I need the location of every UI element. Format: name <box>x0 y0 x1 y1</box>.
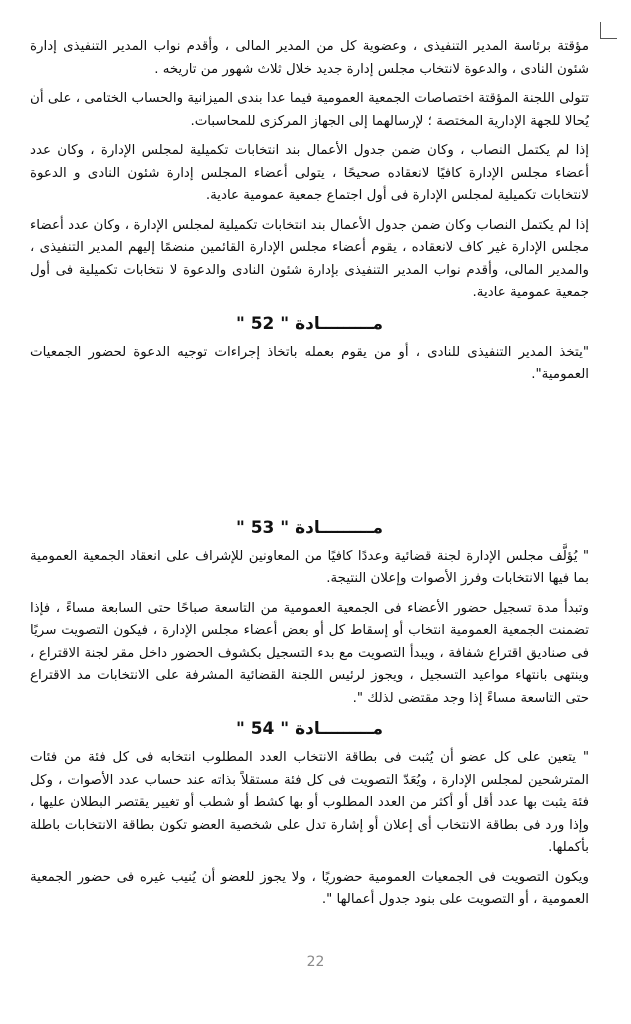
article-54-text: ويكون التصويت فى الجمعيات العمومية حضوريًا ، ولا يجوز للعضو أن يُنيب غيره فى حضور الجمعية العمومية ، أو التصويت على بنود جدول أعمالها ". <box>30 869 589 907</box>
page-number: 22 <box>306 954 325 970</box>
article-52-heading: مـــــــــادة " 52 " <box>235 313 384 334</box>
article-52-text: "يتخذ المدير التنفيذى للنادى ، أو من يقوم بعمله باتخاذ إجراءات توجيه الدعوة لحضور الجمعيات العمومية". <box>30 344 589 382</box>
article-54-heading: مـــــــــادة " 54 " <box>235 719 384 739</box>
article-53-text: " يُؤلَّف مجلس الإدارة لجنة قضائية وعددًا كافيًا من المعاونين للإشراف على انعقاد الجمعية العمومية بما فيها الانتخابات وفرز الأصوات وإعلان النتيجة. <box>30 548 589 586</box>
paragraph: مؤقتة برئاسة المدير التنفيذى ، وعضوية كل من المدير المالى ، وأقدم نواب المدير التنفيذى إدارة شئون النادى ، والدعوة لانتخاب مجلس إدارة جديد خلال ثلاث شهور من تاريخه . <box>30 39 589 77</box>
paragraph: تتولى اللجنة المؤقتة اختصاصات الجمعية العمومية فيما عدا بندى الميزانية والحساب الختامى ، على أن يُحالا للجهة الإدارية المختصة ؛ لإرسالهما إلى الجهاز المركزى للمحاسبات. <box>30 91 589 129</box>
crop-mark <box>600 22 617 39</box>
page-content <box>30 36 589 919</box>
article-54-text: " يتعين على كل عضو أن يُثبت فى بطاقة الانتخاب العدد المطلوب انتخابه فى كل فئة من فئات المترشحين لمجلس الإدارة ، ويُعَدّ التصويت فى كل فئة مستقلاً بذاته عند حساب عدد الأصوات ، وكل فئة يثبت بها عدد أقل أو أكثر من العدد المطلوب أو بها كشط أو شطب أو تغيير يقتصر البطلان عليها ، وإذا ورد فى بطاقة الانتخاب أى إعلان أو إشارة تدل على شخصية العضو تكون بطاقة الانتخابات باطلة بأكملها. <box>30 750 589 855</box>
blank-space <box>30 394 589 512</box>
article-53-text: وتبدأ مدة تسجيل حضور الأعضاء فى الجمعية العمومية من التاسعة صباحًا حتى السابعة مساءً ، فإذا تضمنت الجمعية العمومية انتخاب أو إسقاط كل أو بعض أعضاء مجلس الإدارة ، فيكون التصويت سريًا فى صناديق اقتراع شفافة ، ويبدأ التصويت مع بدء التسجيل بكشوف الحضور داخل مقر لجنة الاقتراع ، وينتهى بانتهاء مواعيد التسجيل ، ويجوز لرئيس اللجنة القضائية المشرفة على الانتخابات مد الاقتراع حتى التاسعة مساءً إذا وجد مقتضى لذلك ". <box>30 600 589 706</box>
article-53-heading: مـــــــــادة " 53 " <box>235 517 384 538</box>
paragraph: إذا لم يكتمل النصاب وكان ضمن جدول الأعمال بند انتخابات تكميلية لمجلس الإدارة ، وكان عدد أعضاء مجلس الإدارة غير كاف لانعقاده ، يقوم أعضاء مجلس الإدارة القائمين منضمًا إليهم المدير التنفيذى ، والمدير المالى، وأقدم نواب المدير التنفيذى بإدارة شئون النادى والدعوة لا نتخابات تكميلية فى أول جمعية عمومية عادية. <box>30 217 589 300</box>
paragraph: إذا لم يكتمل النصاب ، وكان ضمن جدول الأعمال بند انتخابات تكميلية لمجلس الإدارة ، وكان عدد أعضاء مجلس الإدارة كافيًا لانعقاده صحيحًا ، يتولى أعضاء المجلس إدارة شئون النادى و الدعوة لانتخابات تكميلية لمجلس الإدارة فى أول اجتماع جمعية عمومية عادية. <box>30 143 589 203</box>
